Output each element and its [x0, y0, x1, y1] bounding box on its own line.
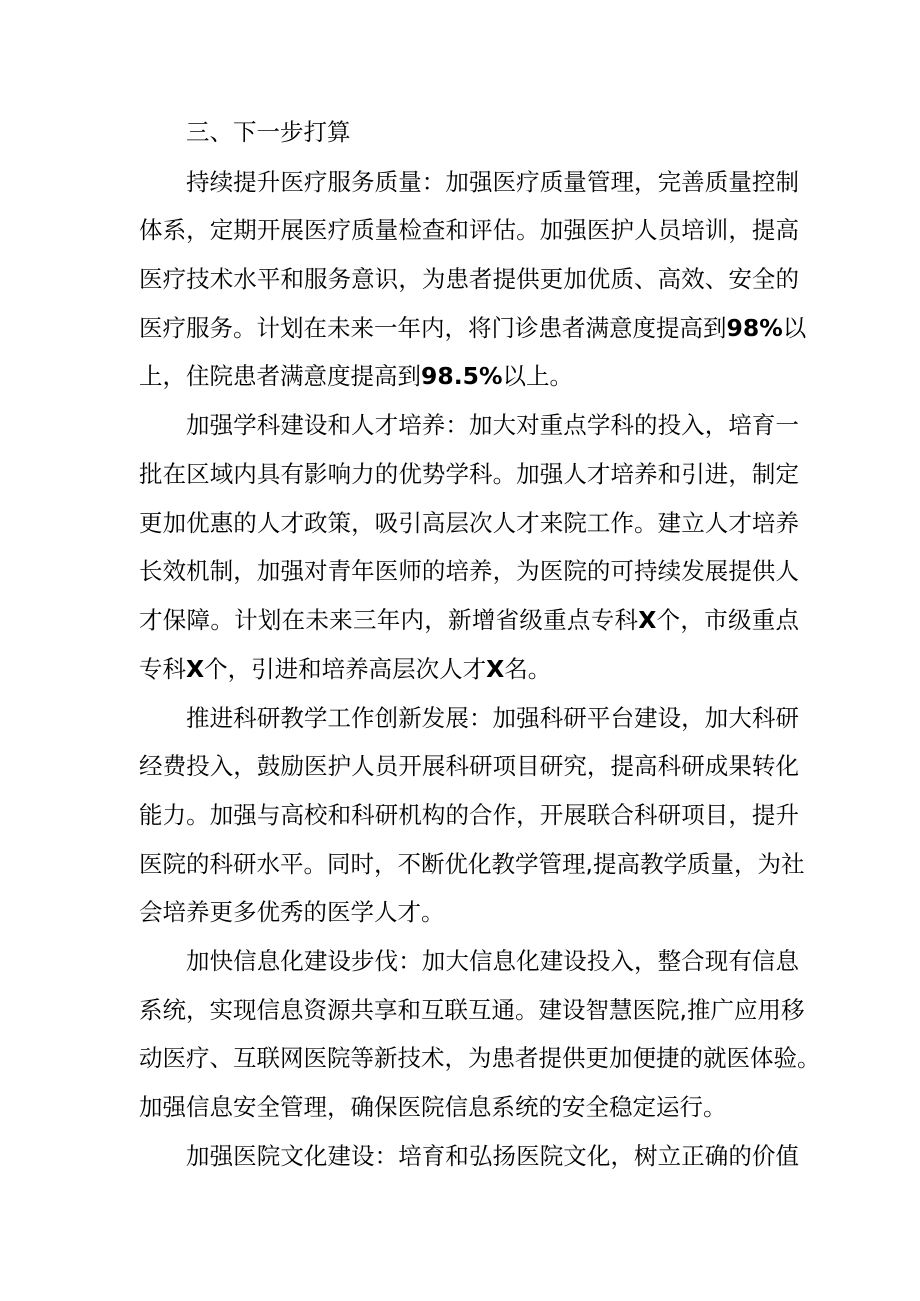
section-heading: 三、下一步打算: [186, 118, 351, 146]
bold-figure: X: [638, 606, 657, 634]
paragraph-2-line-6: [139, 654, 799, 684]
paragraph-3-line-1: 推进科研教学工作创新发展：加强科研平台建设，加大科研: [186, 704, 799, 732]
bold-figure: X: [186, 655, 205, 683]
paragraph-3-line-2: 经费投入，鼓励医护人员开展科研项目研究，提高科研成果转化: [139, 752, 799, 780]
paragraph-2-line-4: 长效机制，加强对青年医师的培养，为医院的可持续发展提供人: [139, 557, 799, 585]
paragraph-4-line-4: 加强信息安全管理，确保医院信息系统的安全稳定运行。: [139, 1093, 727, 1121]
paragraph-4-line-1: 加快信息化建设步伐：加大信息化建设投入，整合现有信息: [186, 947, 799, 975]
text-segment: 名。: [504, 655, 552, 683]
paragraph-2-line-1: 加强学科建设和人才培养：加大对重点学科的投入，培育一: [186, 411, 799, 439]
bold-figure: 98%: [726, 314, 783, 342]
text-segment: 专科: [139, 655, 186, 683]
text-segment: 才保障。计划在未来三年内，新增省级重点专科: [139, 606, 639, 634]
text-segment: 个，引进和培养高层次人才: [204, 655, 487, 683]
paragraph-2-line-2: 批在区域内具有影响力的优势学科。加强人才培养和引进，制定: [139, 460, 799, 488]
paragraph-1-line-2: 体系，定期开展医疗质量检查和评估。加强医护人员培训，提高: [139, 216, 799, 244]
paragraph-1-line-3: 医疗技术水平和服务意识，为患者提供更加优质、高效、安全的: [139, 265, 799, 293]
paragraph-1-line-5: [139, 361, 799, 391]
paragraph-3-line-4: 医院的科研水平。同时，不断优化教学管理,提高教学质量，为社: [139, 850, 805, 878]
text-segment: 个，市级重点: [656, 606, 800, 634]
paragraph-5-line-1: 加强医院文化建设：培育和弘扬医院文化，树立正确的价值: [186, 1142, 799, 1170]
paragraph-2-line-3: 更加优惠的人才政策，吸引高层次人才来院工作。建立人才培养: [139, 509, 799, 537]
paragraph-3-line-3: 能力。加强与高校和科研机构的合作，开展联合科研项目，提升: [139, 801, 799, 829]
text-segment: 以上。: [502, 362, 574, 390]
paragraph-2-line-5: [139, 605, 799, 635]
paragraph-1-line-1: 持续提升医疗服务质量：加强医疗质量管理，完善质量控制: [186, 168, 799, 196]
text-segment: 医疗服务。计划在未来一年内，将门诊患者满意度提高到: [139, 314, 727, 342]
paragraph-1-line-4: [139, 313, 807, 343]
bold-figure: X: [486, 655, 505, 683]
paragraph-4-line-2: 系统，实现信息资源共享和互联互通。建设智慧医院,推广应用移: [139, 996, 805, 1024]
text-segment: 上，住院患者满意度提高到: [139, 362, 421, 390]
paragraph-4-line-3: 动医疗、互联网医院等新技术，为患者提供更加便捷的就医体验。: [139, 1044, 821, 1072]
bold-figure: 98.5%: [421, 362, 503, 390]
text-segment: 以: [782, 314, 807, 342]
paragraph-3-line-5: 会培养更多优秀的医学人才。: [139, 898, 445, 926]
